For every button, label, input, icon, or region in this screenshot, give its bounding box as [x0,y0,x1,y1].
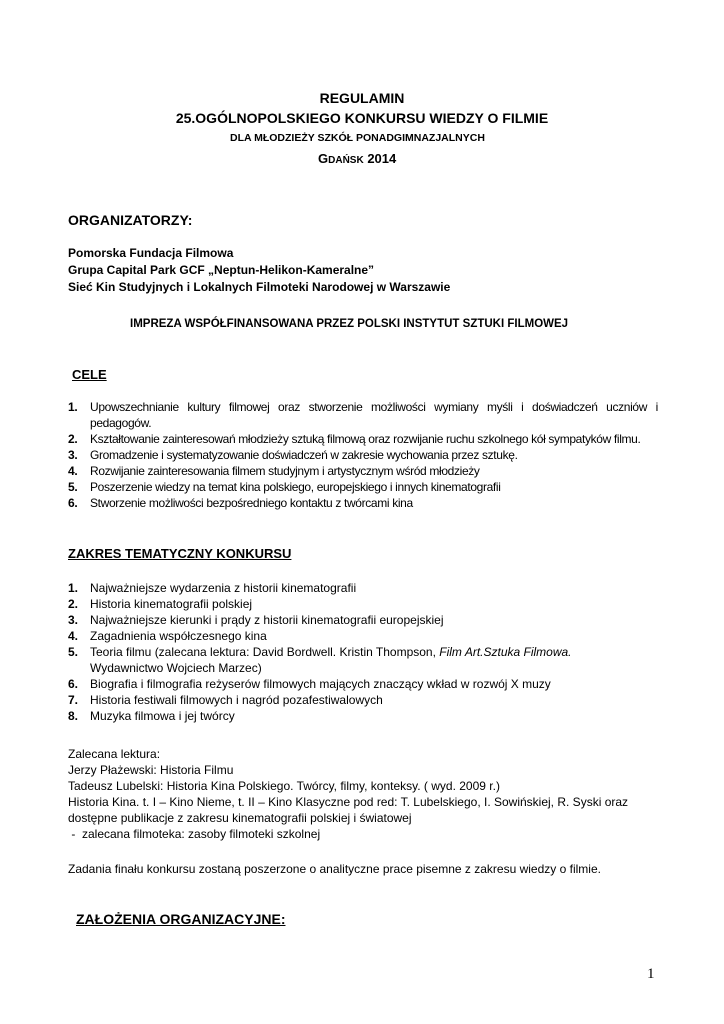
city-initial: G [318,151,329,166]
reading-line: Jerzy Płażewski: Historia Filmu [68,763,234,777]
organizer-item: Sieć Kin Studyjnych i Lokalnych Filmoteki Narodowej w Warszawie [68,280,451,294]
regulation-title: REGULAMIN [319,90,405,106]
reading-block [68,746,668,842]
list-item: 3. Najważniejsze kierunki i prądy z historii kinematografii europejskiej [68,613,444,627]
list-item: 2. Kształtowanie zainteresowań młodzieży sztuką filmową oraz rozwijanie ruchu szkolnego kół sympatyków filmu. [68,432,641,446]
scope-list [68,580,658,724]
scope-heading: ZAKRES TEMATYCZNY KONKURSU [68,546,292,561]
reading-line: Zalecana lektura: [68,747,161,761]
assumptions-heading: ZAŁOŻENIA ORGANIZACYJNE: [76,911,286,927]
city-year [318,151,396,166]
reading-line: Historia Kina. t. I – Kino Nieme, t. II – Kino Klasyczne pod red: T. Lubelskiego, I. Sowińskiej, R. Syski oraz [68,795,629,809]
list-item: 4. Zagadnienia współczesnego kina [68,629,267,643]
organizer-item: Grupa Capital Park GCF „Neptun-Helikon-Kameralne” [68,263,375,277]
organizers-heading: ORGANIZATORZY: [68,212,193,228]
list-item: 5. Teoria filmu (zalecana lektura: David Bordwell. Kristin Thompson, Film Art.Sztuka Filmowa. Wydawnictwo Wojciech Marzec) [68,645,572,675]
list-item: 2. Historia kinematografii polskiej [68,597,253,611]
contest-title: 25.OGÓLNOPOLSKIEGO KONKURSU WIEDZY O FILMIE [175,110,549,126]
city-rest: DAŃSK [328,155,364,166]
year: 2014 [367,151,397,166]
list-item: 5. Poszerzenie wiedzy na temat kina polskiego, europejskiego i innych kinematografii [68,480,501,494]
reading-line: - zalecana filmoteka: zasoby filmoteki szkolnej [68,827,321,841]
reading-line: dostępne publikacje z zakresu kinematografii polskiej i światowej [68,811,412,825]
list-item: 1. Najważniejsze wydarzenia z historii kinematografii [68,581,357,595]
list-item: 8. Muzyka filmowa i jej twórcy [68,709,235,723]
final-note: Zadania finału konkursu zostaną poszerzone o analityczne prace pisemne z zakresu wiedzy o filmie. [68,862,601,876]
audience-subtitle: DLA MŁODZIEŻY SZKÓŁ PONADGIMNAZJALNYCH [230,132,485,144]
goals-heading: CELE [72,367,107,382]
reading-line: Tadeusz Lubelski: Historia Kina Polskiego. Twórcy, filmy, konteksy. ( wyd. 2009 r.) [68,779,500,793]
list-item: 6. Biografia i filmografia reżyserów filmowych mających znaczący wkład w rozwój X muzy [68,677,551,691]
organizer-item: Pomorska Fundacja Filmowa [68,246,234,260]
cofinance-note: IMPREZA WSPÓŁFINANSOWANA PRZEZ POLSKI INSTYTUT SZTUKI FILMOWEJ [130,318,569,330]
goals-list [68,399,658,511]
list-item: 6. Stworzenie możliwości bezpośredniego kontaktu z twórcami kina [68,496,413,510]
list-item: 1. Upowszechnianie kultury filmowej oraz stworzenie możliwości wymiany myśli i doświadczeń uczniów i pedagogów. [68,400,658,430]
list-item: 7. Historia festiwali filmowych i nagród pozafestiwalowych [68,693,383,707]
list-item: 4. Rozwijanie zainteresowania filmem studyjnym i artystycznym wśród młodzieży [68,464,480,478]
page-number: 1 [647,966,655,982]
list-item: 3. Gromadzenie i systematyzowanie doświadczeń w zakresie wychowania przez sztukę. [68,448,518,462]
